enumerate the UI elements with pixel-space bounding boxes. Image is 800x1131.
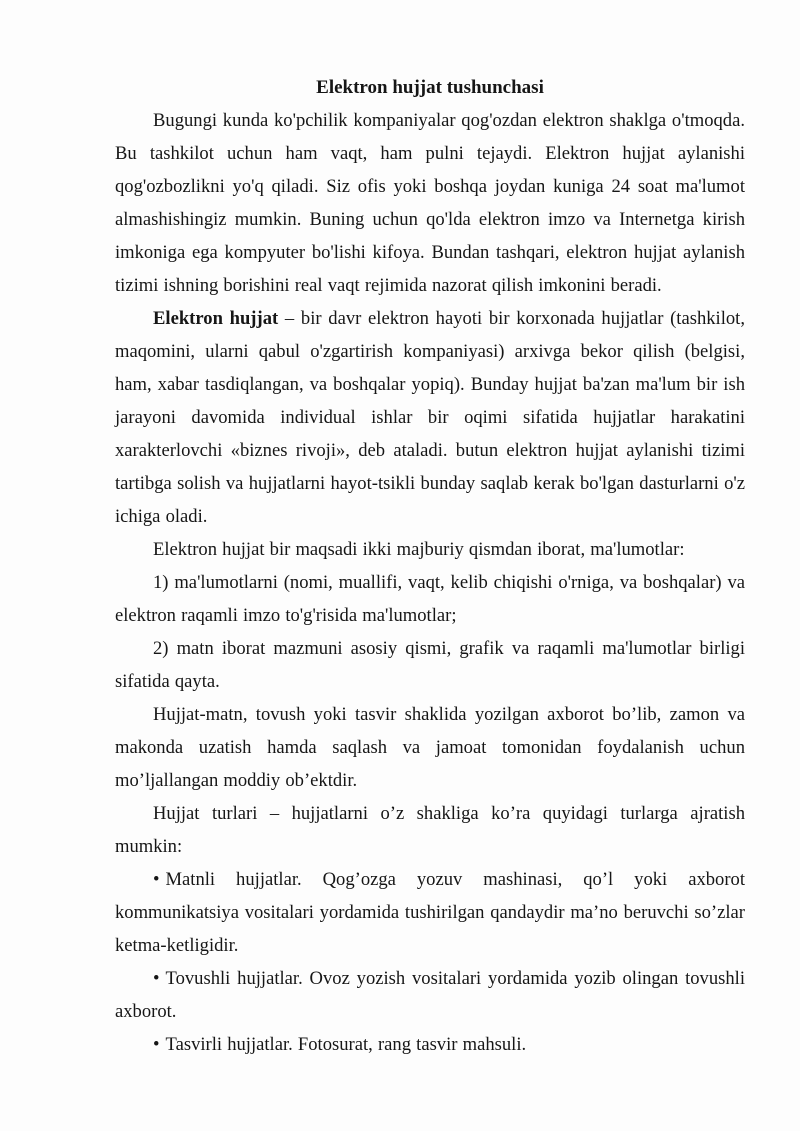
paragraph-text: Hujjat-matn, tovush yoki tasvir shaklida yozilgan axborot bo’lib, zamon va makonda uzatish hamda saqlash va jamoat tomonidan foydalanish uchun mo’ljallangan moddiy ob’ektdir. <box>115 704 745 791</box>
paragraph-text: Matnli hujjatlar. Qog’ozga yozuv mashinasi, qo’l yoki axborot kommunikatsiya vositalari yordamida tushirilgan qandaydir ma’no beruvchi so’zlar ketma-ketligidir. <box>115 869 745 956</box>
paragraph <box>115 302 745 533</box>
document-content <box>115 71 745 1061</box>
paragraph <box>115 533 745 566</box>
paragraph-text: Elektron hujjat bir maqsadi ikki majburiy qismdan iborat, ma'lumotlar: <box>153 539 685 560</box>
bullet-paragraph <box>115 1028 745 1061</box>
paragraph-text: Tasvirli hujjatlar. Fotosurat, rang tasvir mahsuli. <box>165 1034 527 1055</box>
paragraph <box>115 698 745 797</box>
paragraph-text: Hujjat turlari – hujjatlarni o’z shakliga ko’ra quyidagi turlarga ajratish mumkin: <box>115 803 745 857</box>
paragraph-lead-bold: Elektron hujjat <box>153 308 279 329</box>
paragraph <box>115 797 745 863</box>
bullet-paragraph <box>115 962 745 1028</box>
paragraph-text: 2) matn iborat mazmuni asosiy qismi, grafik va raqamli ma'lumotlar birligi sifatida qayta. <box>115 638 745 692</box>
paragraph-text: – bir davr elektron hayoti bir korxonada hujjatlar (tashkilot, maqomini, ularni qabul o'zgartirish kompaniyasi) arxivga bekor qilish (belgisi, ham, xabar tasdiqlangan, va boshqalar yopiq). Bunday hujjat ba'zan ma'lum bir ish jarayoni davomida individual ishlar bir oqimi sifatida hujjatlar harakatini xarakterlovchi «biznes rivoji», deb ataladi. butun elektron hujjat aylanishi tizimi tartibga solish va hujjatlarni hayot-tsikli bunday saqlab kerak bo'lgan dasturlarni o'z ichiga oladi. <box>115 308 745 527</box>
bullet-marker: • <box>153 968 160 989</box>
paragraph <box>115 632 745 698</box>
paragraph <box>115 104 745 302</box>
document-title: Elektron hujjat tushunchasi <box>316 77 544 98</box>
bullet-paragraph <box>115 863 745 962</box>
paragraph-text: Bugungi kunda ko'pchilik kompaniyalar qog'ozdan elektron shaklga o'tmoqda. Bu tashkilot uchun ham vaqt, ham pulni tejaydi. Elektron hujjat aylanishi qog'ozbozlikni yo'q qiladi. Siz ofis yoki boshqa joydan kuniga 24 soat ma'lumot almashishingiz mumkin. Buning uchun qo'lda elektron imzo va Internetga kirish imkoniga ega kompyuter bo'lishi kifoya. Bundan tashqari, elektron hujjat aylanish tizimi ishning borishini real vaqt rejimida nazorat qilish imkonini beradi. <box>115 110 745 296</box>
bullet-marker: • <box>153 869 160 890</box>
paragraph-text: 1) ma'lumotlarni (nomi, muallifi, vaqt, kelib chiqishi o'rniga, va boshqalar) va elektron raqamli imzo to'g'risida ma'lumotlar; <box>115 572 745 626</box>
paragraph-text: Tovushli hujjatlar. Ovoz yozish vositalari yordamida yozib olingan tovushli axborot. <box>115 968 745 1022</box>
paragraph <box>115 566 745 632</box>
bullet-marker: • <box>153 1034 160 1055</box>
document-body <box>115 104 745 1061</box>
